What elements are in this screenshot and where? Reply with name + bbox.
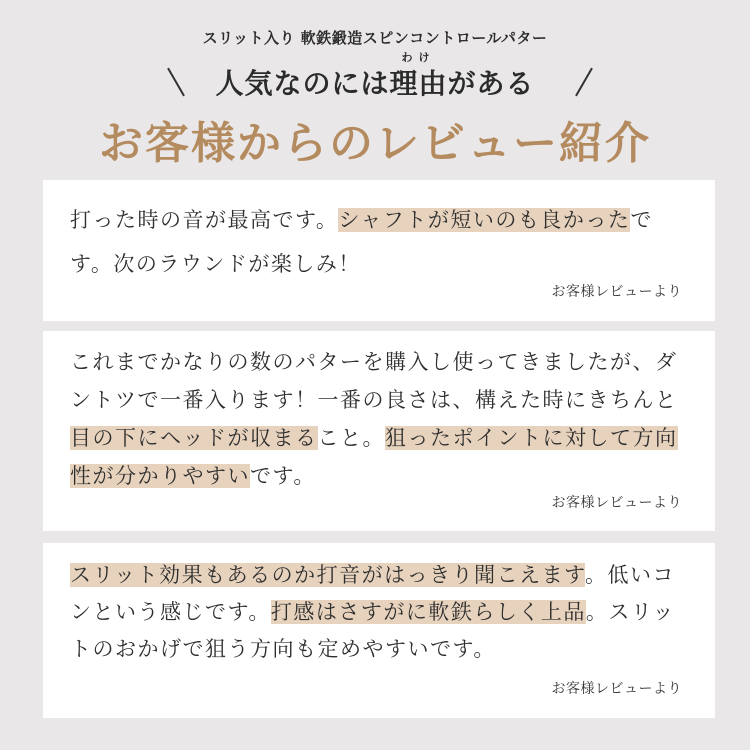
review-card: [43, 543, 715, 718]
product-subtitle: スリット入り 軟鉄鍛造スピンコントロールパター: [202, 29, 548, 47]
review-card: [43, 331, 715, 531]
review-text: [70, 557, 685, 668]
review-highlight: 狙ったポイントに対して方向性が分かりやすい: [70, 426, 678, 488]
header: [0, 0, 750, 175]
review-segment: です。: [250, 464, 316, 488]
review-segment: です。次のラウンドが楽しみ！: [70, 208, 653, 276]
review-highlight: 目の下にヘッドが収まる: [70, 426, 318, 450]
reason-heading: [0, 51, 750, 102]
review-segment: こと。: [317, 426, 385, 450]
reason-prefix: 人気なのには: [215, 67, 390, 100]
review-credit: お客様レビューより: [551, 284, 682, 300]
review-highlight: 打感はさすがに軟鉄らしく上品: [270, 600, 586, 624]
review-segment: 。低いコンという感じです。: [70, 563, 675, 624]
reason-suffix: がある: [447, 67, 535, 100]
review-credit: お客様レビューより: [551, 495, 682, 511]
ruby-base: 理由: [389, 67, 448, 100]
review-segment: 。スリットのおかげで狙う方向も定めやすいです。: [70, 600, 675, 661]
review-card: [43, 180, 715, 321]
ruby-reading: わけ: [401, 51, 436, 64]
reason-heading-row: [0, 51, 750, 104]
review-highlight: シャフトが短いのも良かった: [338, 208, 631, 232]
review-text: [70, 198, 685, 286]
reason-ruby: [389, 51, 448, 102]
review-text: [70, 343, 685, 495]
review-highlight: スリット効果もあるのか打音がはっきり聞こえます: [70, 563, 585, 587]
review-segment: これまでかなりの数のパターを購入し使ってきましたが、ダントツで一番入ります！一番の良さは、構えた時にきちんと: [70, 350, 678, 412]
review-credit: お客様レビューより: [551, 681, 682, 697]
review-segment: 打った時の音が最高です。: [70, 208, 339, 232]
main-title: お客様からのレビュー紹介: [99, 118, 651, 169]
